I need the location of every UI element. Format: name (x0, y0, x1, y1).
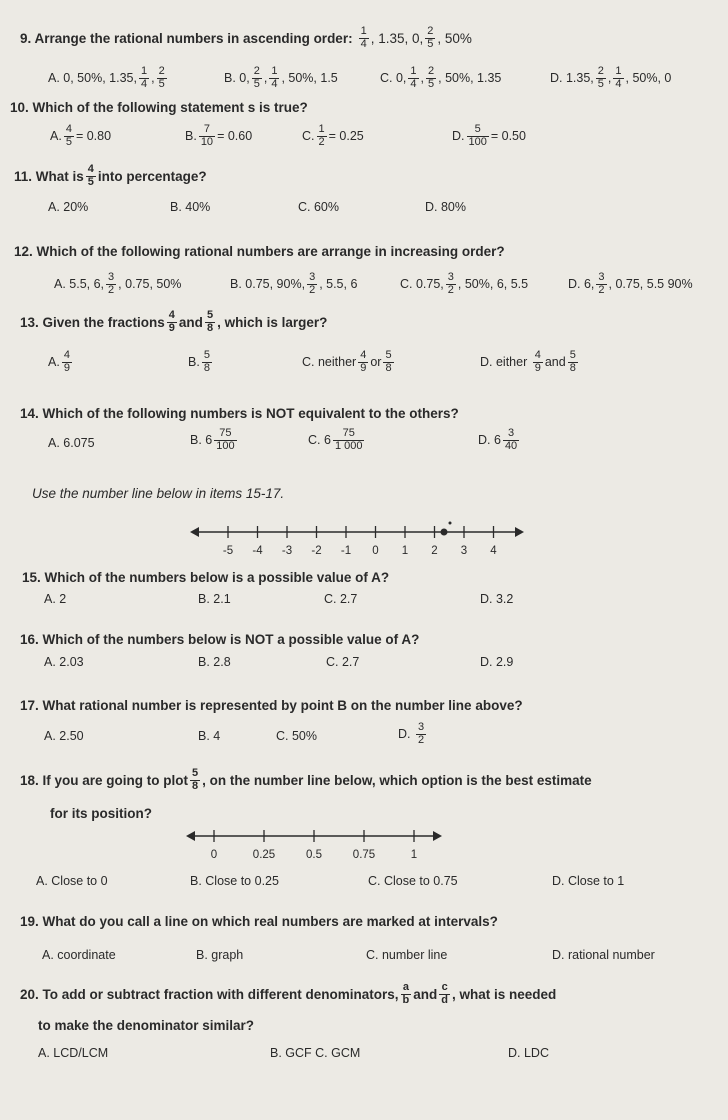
question-12: 12. Which of the following rational numbers are arrange in increasing order? (14, 244, 505, 259)
instruction-15-17: Use the number line below in items 15-17. (32, 486, 285, 501)
question-14: 14. Which of the following numbers is NOT equivalent to the others? (20, 406, 459, 421)
number-line-2-left-arrow (186, 831, 195, 841)
number-line-1-tick-label: 4 (490, 545, 497, 557)
question-9 (20, 26, 472, 50)
question-19: 19. What do you call a line on which real numbers are marked at intervals? (20, 914, 498, 929)
number-line-2-tick-label: 0.25 (252, 849, 276, 861)
number-line-1-tick-label: -4 (252, 545, 263, 557)
number-line-2-tick-label: 0.5 (306, 849, 322, 861)
question-10: 10. Which of the following statement s is true? (10, 100, 308, 115)
q18-option-d[interactable]: D. Close to 1 (552, 874, 625, 888)
question-20: 20. To add or subtract fraction with different denominators, $\frac{a}{b}$ and $\frac{c}{d}$ , what is needed (20, 981, 557, 1006)
q15-option-d[interactable]: D. 3.2 (480, 592, 514, 606)
q17-option-a[interactable]: A. 2.50 (44, 729, 84, 743)
question-18-line-2: for its position? (50, 806, 152, 821)
q20-option-a[interactable]: A. LCD/LCM (38, 1046, 109, 1060)
q18-option-b[interactable]: B. Close to 0.25 (190, 874, 279, 888)
number-line-1-tick-label: 2 (431, 545, 438, 557)
q16-option-d[interactable]: D. 2.9 (480, 655, 514, 669)
q9-frac-2-5: $\frac{2}{5}$ (427, 25, 434, 50)
q13-option-a[interactable]: A. $\frac{4}{9}$ (48, 349, 70, 374)
q11-option-c[interactable]: C. 60% (298, 200, 339, 214)
number-line-2-tick-label: 0 (210, 849, 218, 861)
question-15: 15. Which of the numbers below is a possible value of A? (22, 570, 390, 585)
q9-prompt-list-mid: , 1.35, 0, (370, 30, 424, 46)
q19-option-a[interactable]: A. coordinate (42, 948, 116, 962)
q11-option-d[interactable]: D. 80% (425, 200, 466, 214)
number-line-2-tick-label: 0.75 (352, 849, 376, 861)
q9-option-d[interactable]: D. 1.35, $\frac{2}{5}$ , $\frac{1}{4}$ , 50%, 0 (550, 65, 672, 90)
q19-option-b[interactable]: B. graph (196, 948, 244, 962)
q20-option-d[interactable]: D. LDC (508, 1046, 549, 1060)
q9-prompt-list-end: , 50% (437, 30, 472, 46)
q13-option-d[interactable]: D. either $\frac{4}{9}$ and $\frac{5}{8}$ (480, 349, 576, 374)
q14-option-a[interactable]: A. 6.075 (48, 436, 95, 450)
q9-frac-1-4: $\frac{1}{4}$ (360, 25, 367, 50)
number-line-1-tick-label: -5 (222, 545, 234, 557)
q12-option-b[interactable]: B. 0.75, 90%, $\frac{3}{2}$ , 5.5, 6 (230, 271, 358, 296)
q14-option-d[interactable]: D. 6 $\frac{3}{40}$ (478, 427, 518, 452)
number-line-1-tick-label: 1 (401, 545, 409, 557)
number-line-1-tick-label: -3 (281, 545, 293, 557)
q15-option-c[interactable]: C. 2.7 (324, 592, 358, 606)
q14-option-b[interactable]: B. 6 $\frac{75}{100}$ (190, 427, 235, 452)
number-line-1-right-arrow (515, 527, 524, 537)
number-line-1 (190, 518, 530, 562)
number-line-1-point (441, 529, 448, 536)
q12-option-c[interactable]: C. 0.75, $\frac{3}{2}$ , 50%, 6, 5.5 (400, 271, 529, 296)
q11-frac: $\frac{4}{5}$ (87, 163, 94, 188)
number-line-1-tick-label: -2 (311, 545, 322, 557)
question-17: 17. What rational number is represented by point B on the number line above? (20, 698, 523, 713)
q19-option-c[interactable]: C. number line (366, 948, 448, 962)
q9-option-a[interactable]: A. 0, 50%, 1.35, $\frac{1}{4}$ , $\frac{2}{5}$ (48, 65, 165, 90)
question-18: 18. If you are going to plot $\frac{5}{8}$ , on the number line below, which option is the best estimate (20, 767, 592, 792)
q15-option-b[interactable]: B. 2.1 (198, 592, 231, 606)
q10-option-d[interactable]: D. $\frac{5}{100}$ = 0.50 (452, 123, 526, 148)
q11-option-b[interactable]: B. 40% (170, 200, 211, 214)
number-line-1-tick-label: -1 (340, 545, 352, 557)
q12-option-a[interactable]: A. 5.5, 6, $\frac{3}{2}$ , 0.75, 50% (54, 271, 182, 296)
number-line-1-left-arrow (190, 527, 199, 537)
q16-option-c[interactable]: C. 2.7 (326, 655, 360, 669)
q11-option-a[interactable]: A. 20% (48, 200, 89, 214)
q12-option-d[interactable]: D. 6, $\frac{3}{2}$ , 0.75, 5.5 90% (568, 271, 693, 296)
question-20-line-2: to make the denominator similar? (38, 1018, 255, 1033)
q10-option-b[interactable]: B. $\frac{7}{10}$ = 0.60 (185, 123, 253, 148)
q13-option-b[interactable]: B. $\frac{5}{8}$ (188, 349, 210, 374)
number-line-2-tick-label: 1 (410, 849, 418, 861)
q17-option-b[interactable]: B. 4 (198, 729, 221, 743)
number-line-2 (186, 822, 446, 862)
question-11: 11. What is $\frac{4}{5}$ into percentage? (14, 163, 207, 188)
q15-option-a[interactable]: A. 2 (44, 592, 67, 606)
q10-option-c[interactable]: C. $\frac{1}{2}$ = 0.25 (302, 123, 364, 148)
q20-option-b-c[interactable]: B. GCF C. GCM (270, 1046, 361, 1060)
number-line-1-tick-label: 0 (372, 545, 379, 557)
number-line-2-right-arrow (433, 831, 442, 841)
q16-option-a[interactable]: A. 2.03 (44, 655, 84, 669)
q17-option-d[interactable]: D. $\frac{3}{2}$ (398, 721, 425, 746)
question-16: 16. Which of the numbers below is NOT a possible value of A? (20, 632, 420, 647)
q18-option-c[interactable]: C. Close to 0.75 (368, 874, 458, 888)
question-13: 13. Given the fractions $\frac{4}{9}$ and $\frac{5}{8}$ , which is larger? (20, 309, 328, 334)
q10-option-a[interactable]: A. $\frac{4}{5}$ = 0.80 (50, 123, 112, 148)
number-line-1-tick-label: 3 (460, 545, 468, 557)
q17-option-c[interactable]: C. 50% (276, 729, 317, 743)
q18-option-a[interactable]: A. Close to 0 (36, 874, 108, 888)
number-line-1-dot (449, 522, 452, 525)
q14-option-c[interactable]: C. 6 $\frac{75}{1 000}$ (308, 427, 363, 452)
q16-option-b[interactable]: B. 2.8 (198, 655, 231, 669)
q19-option-d[interactable]: D. rational number (552, 948, 655, 962)
question-9-prompt: 9. Arrange the rational numbers in ascending order: (20, 30, 353, 46)
q13-option-c[interactable]: C. neither $\frac{4}{9}$ or $\frac{5}{8}$ (302, 349, 392, 374)
q9-option-b[interactable]: B. 0, $\frac{2}{5}$ , $\frac{1}{4}$ , 50%, 1.5 (224, 65, 338, 90)
q9-option-c[interactable]: C. 0, $\frac{1}{4}$ , $\frac{2}{5}$ , 50%, 1.35 (380, 65, 502, 90)
